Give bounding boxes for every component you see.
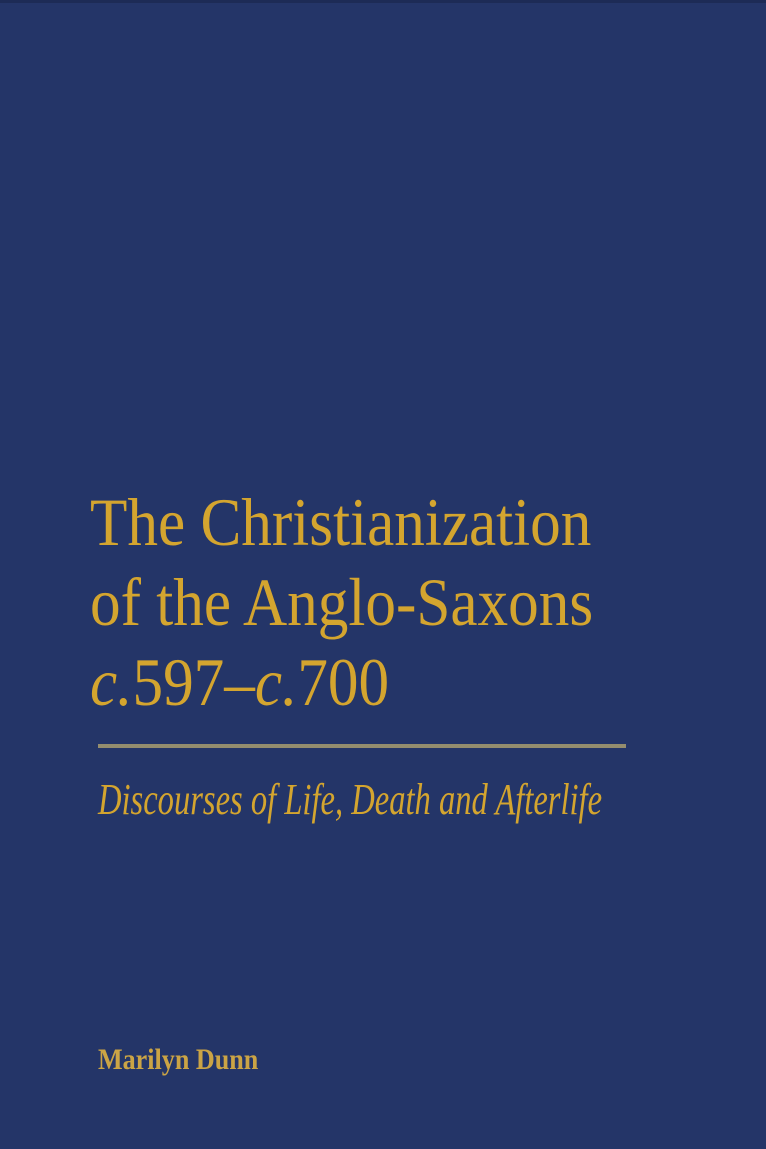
circa-abbrev-1: c. (90, 644, 133, 720)
date-range-start: 597– (132, 644, 255, 720)
date-range-end: 700 (297, 644, 390, 720)
title-line-3 (90, 642, 593, 722)
title-line-1: The Christianization (90, 484, 592, 560)
top-edge-shadow (0, 0, 766, 3)
book-title (90, 482, 593, 722)
circa-abbrev-2: c. (254, 644, 298, 720)
book-subtitle: Discourses of Life, Death and Afterlife (98, 775, 603, 824)
author-name: Marilyn Dunn (98, 1043, 259, 1076)
title-line-2: of the Anglo-Saxons (90, 564, 594, 640)
title-divider-rule (98, 744, 626, 748)
